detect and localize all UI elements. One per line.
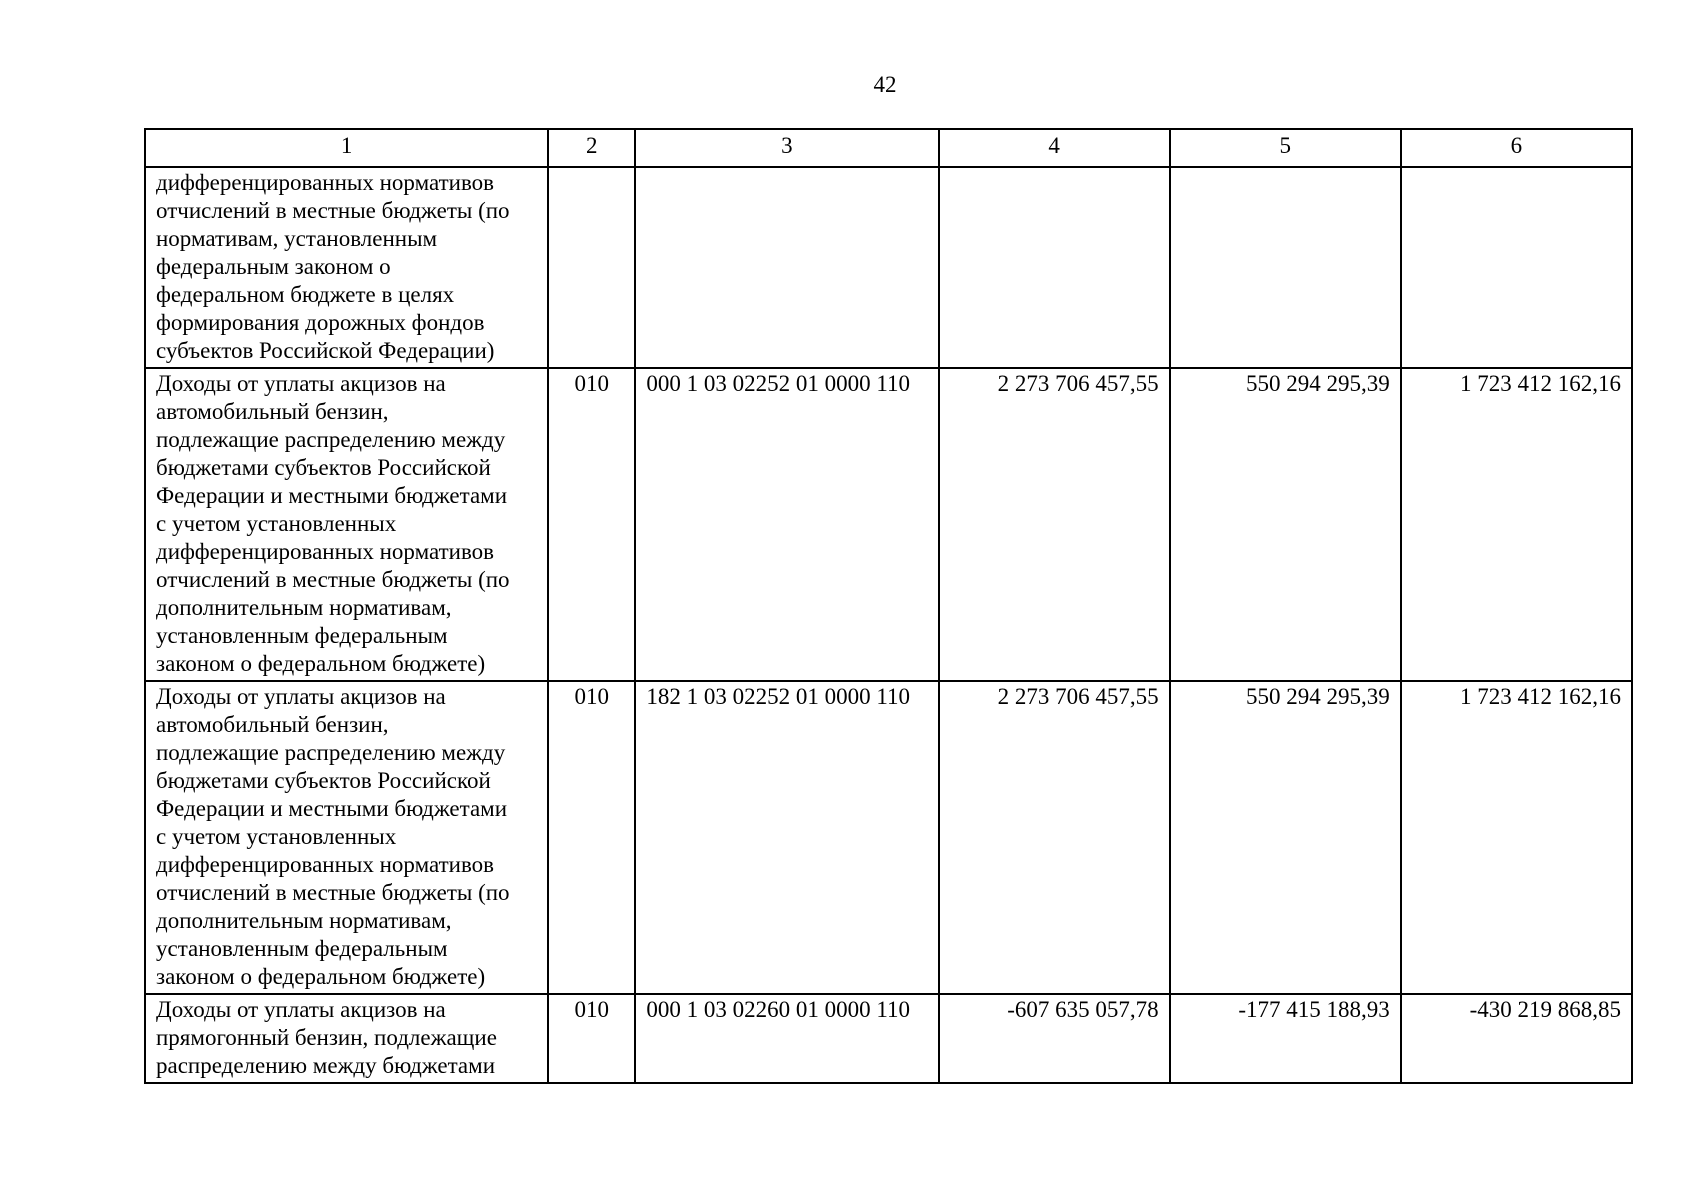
income-name-line: федеральном бюджете в целях: [156, 282, 455, 307]
income-name-line: установленным федеральным: [156, 623, 448, 648]
income-name-line: автомобильный бензин,: [156, 712, 389, 737]
column-header-3: 3: [635, 129, 938, 167]
income-name-line: бюджетами субъектов Российской: [156, 455, 491, 480]
table-row: [145, 167, 1632, 368]
table-row: [145, 681, 1632, 994]
income-name-line: Федерации и местными бюджетами: [156, 796, 508, 821]
line-code-cell: 010: [548, 368, 635, 681]
income-name-line: автомобильный бензин,: [156, 399, 389, 424]
income-name-line: с учетом установленных: [156, 824, 397, 849]
line-code-cell: [548, 167, 635, 368]
column-header-6: 6: [1401, 129, 1632, 167]
income-code-cell: 000 1 03 02260 01 0000 110: [635, 994, 938, 1083]
income-name-line: дифференцированных нормативов: [156, 852, 495, 877]
column-header-4: 4: [939, 129, 1170, 167]
income-name-line: отчислений в местные бюджеты (по: [156, 880, 510, 905]
income-name-line: законом о федеральном бюджете): [156, 651, 486, 676]
income-name-line: дополнительным нормативам,: [156, 595, 452, 620]
income-name-line: Федерации и местными бюджетами: [156, 483, 508, 508]
amount-col6-cell: [1401, 167, 1632, 368]
income-name-line: Доходы от уплаты акцизов на: [156, 371, 446, 396]
column-header-2: 2: [548, 129, 635, 167]
table-row: [145, 994, 1632, 1083]
income-code-cell: [635, 167, 938, 368]
income-code-cell: 182 1 03 02252 01 0000 110: [635, 681, 938, 994]
column-header-5: 5: [1170, 129, 1401, 167]
income-name-line: распределению между бюджетами: [156, 1053, 496, 1078]
amount-col5-cell: [1170, 167, 1401, 368]
income-name-line: Доходы от уплаты акцизов на: [156, 684, 446, 709]
income-name-line: прямогонный бензин, подлежащие: [156, 1025, 497, 1050]
amount-col6-cell: 1 723 412 162,16: [1401, 681, 1632, 994]
amount-col4-cell: 2 273 706 457,55: [939, 368, 1170, 681]
income-name-line: отчислений в местные бюджеты (по: [156, 198, 510, 223]
income-name-line: законом о федеральном бюджете): [156, 964, 486, 989]
income-name-line: с учетом установленных: [156, 511, 397, 536]
column-number-header-row: [145, 129, 1632, 167]
income-name-line: установленным федеральным: [156, 936, 448, 961]
income-name-cell: [145, 994, 548, 1083]
amount-col4-cell: -607 635 057,78: [939, 994, 1170, 1083]
income-name-line: Доходы от уплаты акцизов на: [156, 997, 446, 1022]
income-name-line: дифференцированных нормативов: [156, 539, 495, 564]
page-number: 42: [873, 72, 897, 97]
table-row: [145, 368, 1632, 681]
income-name-line: дифференцированных нормативов: [156, 170, 495, 195]
column-header-1: 1: [145, 129, 548, 167]
income-name-line: нормативам, установленным: [156, 226, 438, 251]
income-name-line: отчислений в местные бюджеты (по: [156, 567, 510, 592]
budget-table: [144, 128, 1633, 1084]
amount-col6-cell: 1 723 412 162,16: [1401, 368, 1632, 681]
amount-col5-cell: 550 294 295,39: [1170, 681, 1401, 994]
income-name-cell: [145, 368, 548, 681]
income-name-line: формирования дорожных фондов: [156, 310, 485, 335]
amount-col4-cell: 2 273 706 457,55: [939, 681, 1170, 994]
income-name-line: федеральным законом о: [156, 254, 391, 279]
amount-col5-cell: -177 415 188,93: [1170, 994, 1401, 1083]
amount-col6-cell: -430 219 868,85: [1401, 994, 1632, 1083]
income-code-cell: 000 1 03 02252 01 0000 110: [635, 368, 938, 681]
income-name-line: бюджетами субъектов Российской: [156, 768, 491, 793]
income-name-line: подлежащие распределению между: [156, 427, 506, 452]
income-name-line: подлежащие распределению между: [156, 740, 506, 765]
income-name-cell: [145, 681, 548, 994]
income-name-line: дополнительным нормативам,: [156, 908, 452, 933]
income-name-line: субъектов Российской Федерации): [156, 338, 495, 363]
line-code-cell: 010: [548, 681, 635, 994]
line-code-cell: 010: [548, 994, 635, 1083]
amount-col4-cell: [939, 167, 1170, 368]
amount-col5-cell: 550 294 295,39: [1170, 368, 1401, 681]
income-name-cell: [145, 167, 548, 368]
